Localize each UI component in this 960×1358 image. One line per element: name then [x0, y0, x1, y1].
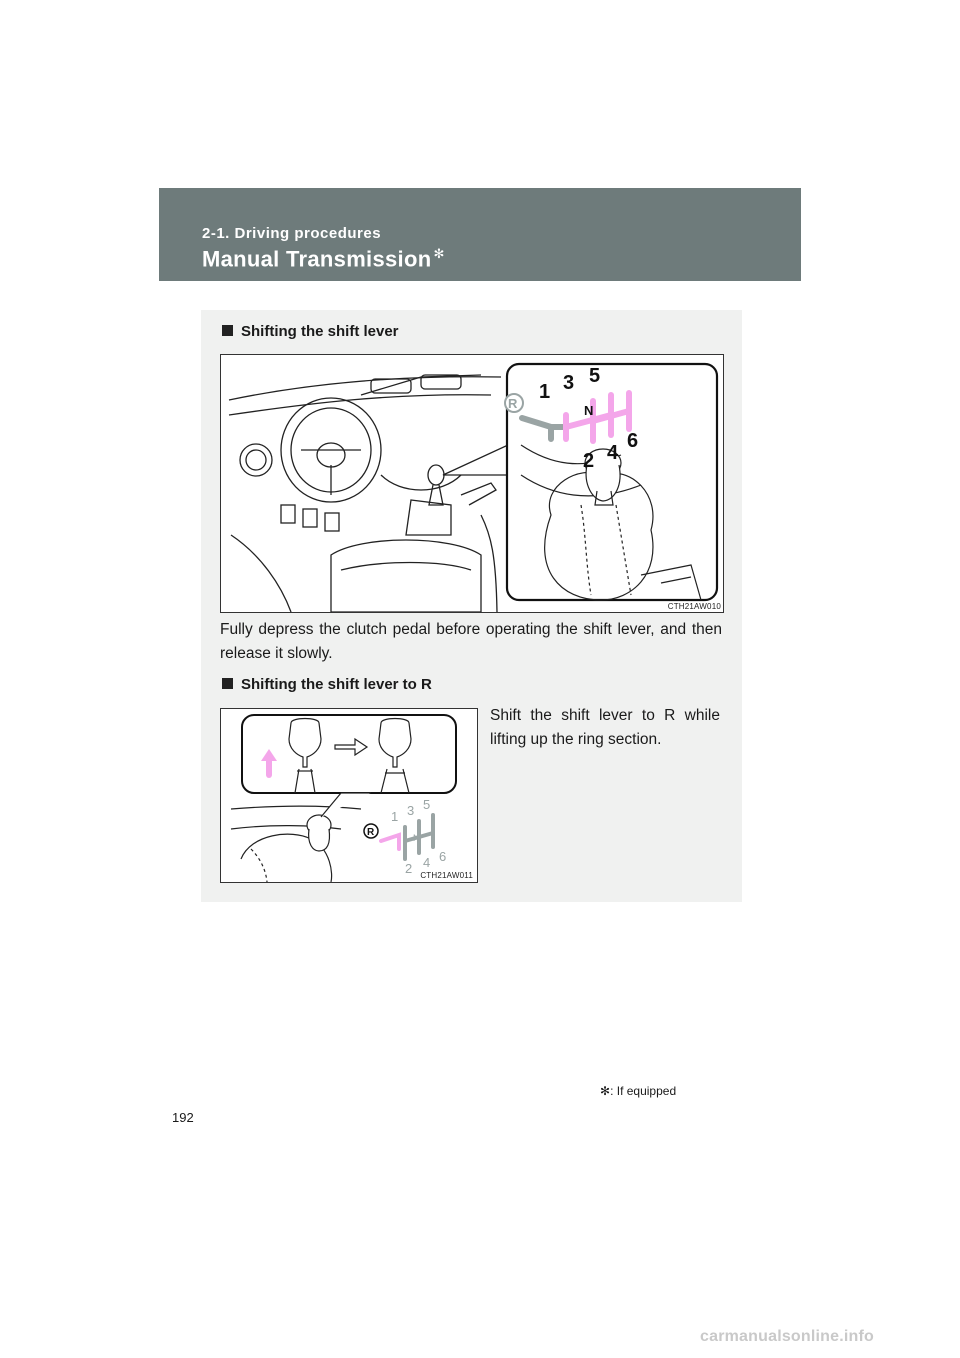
footnote-text: : If equipped: [610, 1084, 677, 1098]
gear-label-6: 6: [439, 849, 447, 864]
gear-label-r: R: [367, 827, 375, 838]
section-heading-shifting: [222, 323, 399, 340]
figure-shift-lever-cockpit: [220, 354, 724, 613]
content-box: [201, 310, 742, 902]
section-label: 2-1. Driving procedures: [202, 225, 382, 242]
gear-label-3: 3: [563, 372, 575, 394]
body-text-reverse: Shift the shift lever to R while lifting up the ring section.: [490, 707, 720, 748]
gear-label-2: 2: [583, 450, 595, 472]
reverse-shift-illustration: [221, 709, 477, 882]
footnote: [600, 1084, 676, 1098]
square-bullet-icon: [222, 325, 233, 336]
gear-label-r: R: [508, 396, 518, 411]
section-heading-text: Shifting the shift lever to R: [241, 676, 432, 693]
gear-label-1: 1: [391, 809, 399, 824]
figure-shift-to-reverse: [220, 708, 478, 883]
figure-code: CTH21AW010: [667, 602, 721, 611]
figure-code: CTH21AW011: [420, 871, 473, 880]
section-heading-reverse: [222, 676, 432, 693]
section-heading-text: Shifting the shift lever: [241, 323, 399, 340]
gear-label-4: 4: [423, 855, 431, 870]
gear-label-1: 1: [539, 381, 551, 403]
gear-label-n: N: [413, 833, 420, 843]
gear-label-n: N: [584, 403, 594, 418]
asterisk-icon: ✻: [600, 1084, 611, 1098]
gear-label-2: 2: [405, 861, 413, 876]
gear-label-6: 6: [627, 430, 639, 452]
watermark: carmanualsonline.info: [700, 1328, 875, 1345]
square-bullet-icon: [222, 678, 233, 689]
gear-label-5: 5: [589, 365, 601, 387]
gear-label-5: 5: [423, 797, 431, 812]
gear-label-4: 4: [607, 442, 619, 464]
body-text-clutch: Fully depress the clutch pedal before operating the shift lever, and then release it slowly.: [220, 621, 722, 662]
gear-label-3: 3: [407, 803, 415, 818]
page-title: [202, 246, 445, 272]
asterisk-icon: ✻: [433, 246, 445, 261]
page-number: 192: [172, 1110, 194, 1125]
page-title-text: Manual Transmission: [202, 246, 432, 272]
header-band: [159, 188, 801, 281]
cockpit-illustration: [221, 355, 723, 612]
